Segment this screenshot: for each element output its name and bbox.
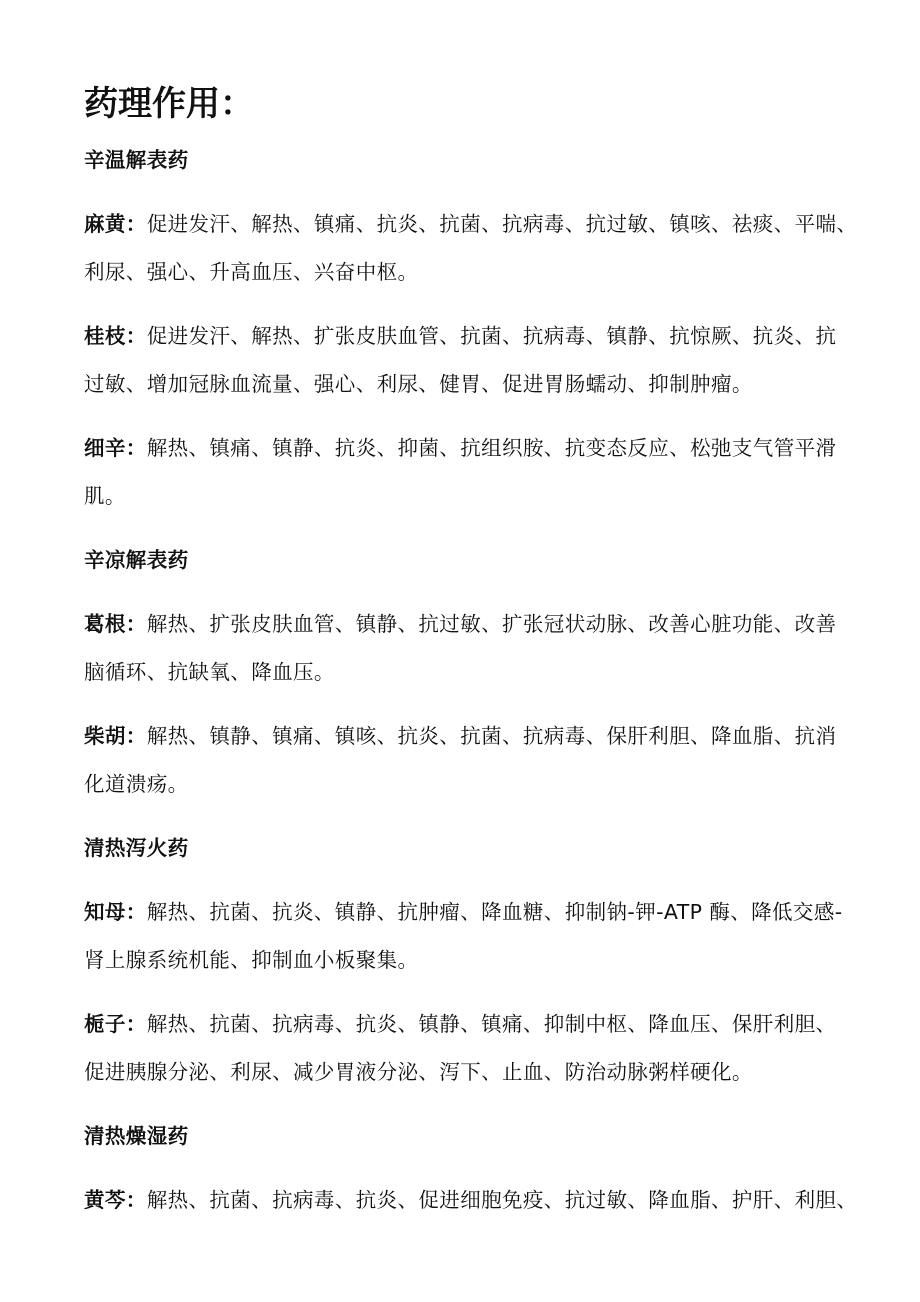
herb-entry-first-line: [84, 1009, 836, 1039]
herb-entry-first-line: [84, 209, 857, 239]
herb-entry-line: [84, 945, 418, 975]
herb-name: 知母：: [84, 900, 147, 924]
herb-effects-text: 促进发汗、解热、扩张皮肤血管、抗菌、抗病毒、镇静、抗惊厥、抗炎、抗: [146, 324, 837, 348]
herb-entry-first-line: [84, 433, 836, 463]
herb-effects-text: 解热、抗菌、抗炎、镇静、抗肿瘤、降血糖、抑制钠-钾-ATP 酶、降低交感-: [146, 900, 843, 924]
section-heading: 清热燥湿药: [84, 1124, 189, 1148]
herb-entry-line: [84, 769, 189, 799]
herb-name: 柴胡：: [84, 724, 147, 748]
herb-entry-first-line: [84, 721, 836, 751]
herb-name: 黄芩：: [84, 1188, 147, 1212]
herb-entry-first-line: [84, 609, 836, 639]
herb-entry-line: [84, 481, 126, 511]
herb-entry-first-line: [84, 321, 836, 351]
herb-effects-text: 解热、抗菌、抗病毒、抗炎、促进细胞免疫、抗过敏、降血脂、护肝、利胆、: [146, 1188, 858, 1212]
herb-entry-first-line: [84, 897, 843, 927]
herb-entry-line: [84, 1057, 753, 1087]
herb-effects-text: 解热、抗菌、抗病毒、抗炎、镇静、镇痛、抑制中枢、降血压、保肝利胆、: [146, 1012, 837, 1036]
herb-effects-text: 解热、镇静、镇痛、镇咳、抗炎、抗菌、抗病毒、保肝利胆、降血脂、抗消: [146, 724, 837, 748]
herb-effects-text: 利尿、强心、升高血压、兴奋中枢。: [84, 260, 419, 284]
herb-effects-text: 解热、扩张皮肤血管、镇静、抗过敏、扩张冠状动脉、改善心脏功能、改善: [146, 612, 837, 636]
herb-name: 细辛：: [84, 436, 147, 460]
page-title: 药理作用：: [84, 84, 254, 124]
herb-entry-line: [84, 257, 418, 287]
herb-name: 葛根：: [84, 612, 147, 636]
herb-effects-text: 过敏、增加冠脉血流量、强心、利尿、健胃、促进胃肠蠕动、抑制肿瘤。: [84, 372, 753, 396]
herb-effects-text: 脑循环、抗缺氧、降血压。: [84, 660, 335, 684]
herb-effects-text: 化道溃疡。: [84, 772, 189, 796]
herb-name: 桂枝：: [84, 324, 147, 348]
herb-entry-line: [84, 657, 335, 687]
herb-effects-text: 肾上腺系统机能、抑制血小板聚集。: [84, 948, 419, 972]
herb-effects-text: 解热、镇痛、镇静、抗炎、抑菌、抗组织胺、抗变态反应、松弛支气管平滑: [146, 436, 837, 460]
herb-name: 栀子：: [84, 1012, 147, 1036]
section-heading: 辛凉解表药: [84, 548, 189, 572]
herb-name: 麻黄：: [84, 212, 147, 236]
herb-entry-line: [84, 369, 753, 399]
herb-entry-first-line: [84, 1185, 857, 1215]
herb-effects-text: 肌。: [84, 484, 126, 508]
herb-effects-text: 促进胰腺分泌、利尿、减少胃液分泌、泻下、止血、防治动脉粥样硬化。: [84, 1060, 753, 1084]
section-heading: 清热泻火药: [84, 836, 189, 860]
section-heading: 辛温解表药: [84, 148, 189, 172]
herb-effects-text: 促进发汗、解热、镇痛、抗炎、抗菌、抗病毒、抗过敏、镇咳、祛痰、平喘、: [146, 212, 858, 236]
